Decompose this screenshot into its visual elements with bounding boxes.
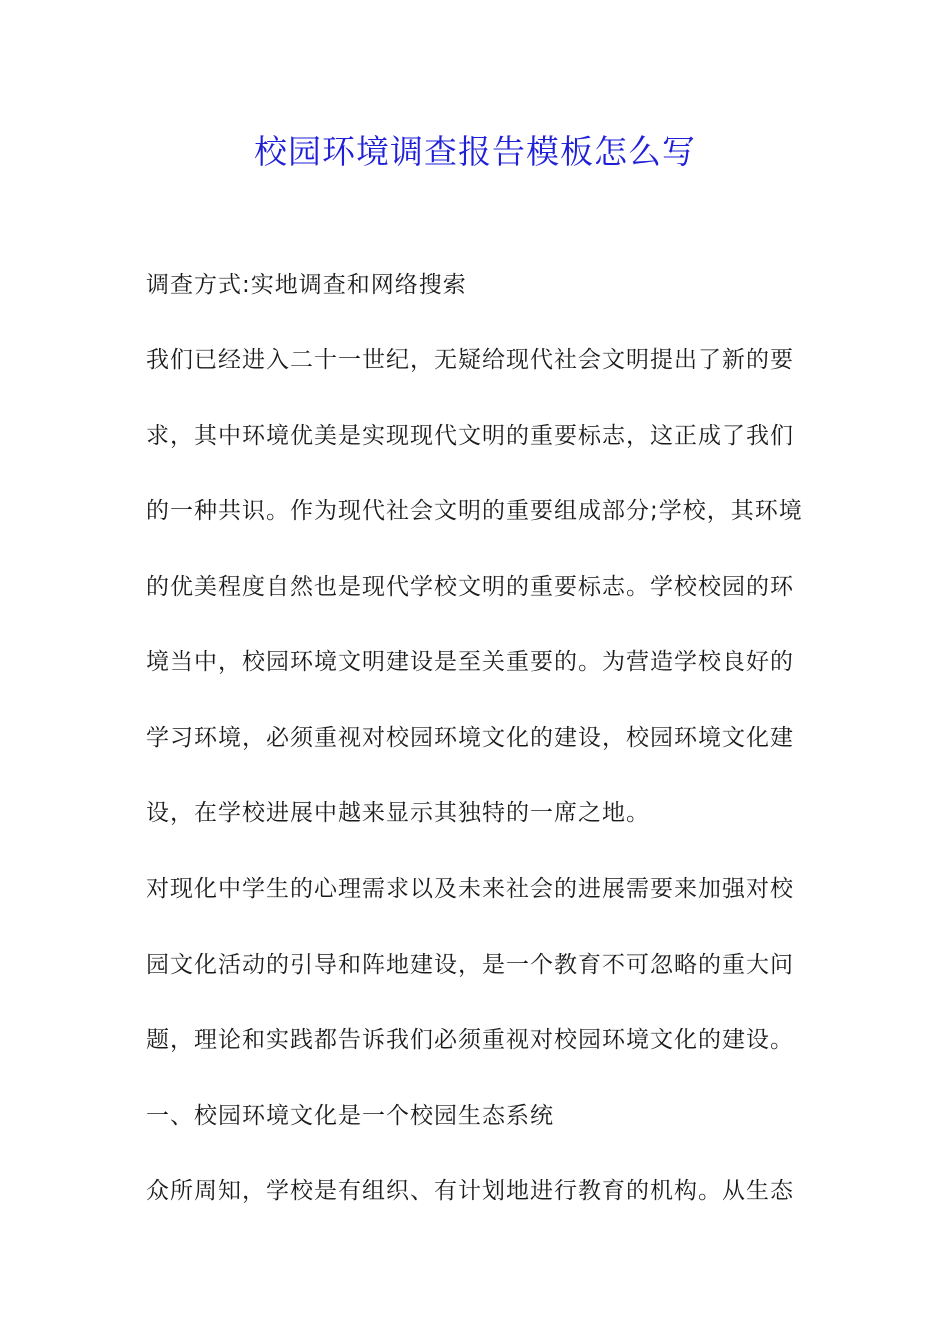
paragraph-line: 对现化中学生的心理需求以及未来社会的进展需要来加强对校 xyxy=(146,876,794,902)
paragraph-line: 的优美程度自然也是现代学校文明的重要标志。学校校园的环 xyxy=(146,573,794,600)
paragraph-line: 园文化活动的引导和阵地建设，是一个教育不可忽略的重大问 xyxy=(146,951,794,978)
paragraph-line: 题，理论和实践都告诉我们必须重视对校园环境文化的建设。 xyxy=(146,1027,794,1053)
paragraph-third xyxy=(146,1154,810,1230)
document-title: 校园环境调查报告模板怎么写 xyxy=(254,132,696,171)
paragraph-line: 的一种共识。作为现代社会文明的重要组成部分;学校，其环境 xyxy=(146,498,803,524)
paragraph-second xyxy=(146,852,810,1079)
survey-method-line: 调查方式:实地调查和网络搜索 xyxy=(146,272,467,298)
paragraph-line: 设，在学校进展中越来显示其独特的一席之地。 xyxy=(146,800,650,826)
paragraph-intro xyxy=(146,323,810,852)
paragraph-line: 学习环境，必须重视对校园环境文化的建设，校园环境文化建 xyxy=(146,724,794,751)
paragraph-line: 众所周知，学校是有组织、有计划地进行教育的机构。从生态 xyxy=(146,1178,794,1204)
section-heading-1: 一、校园环境文化是一个校园生态系统 xyxy=(146,1103,554,1129)
paragraph-line: 求，其中环境优美是实现现代文明的重要标志，这正成了我们 xyxy=(146,422,794,449)
paragraph-line: 境当中，校园环境文明建设是至关重要的。为营造学校良好的 xyxy=(146,649,794,675)
paragraph-line: 我们已经进入二十一世纪，无疑给现代社会文明提出了新的要 xyxy=(146,347,794,373)
